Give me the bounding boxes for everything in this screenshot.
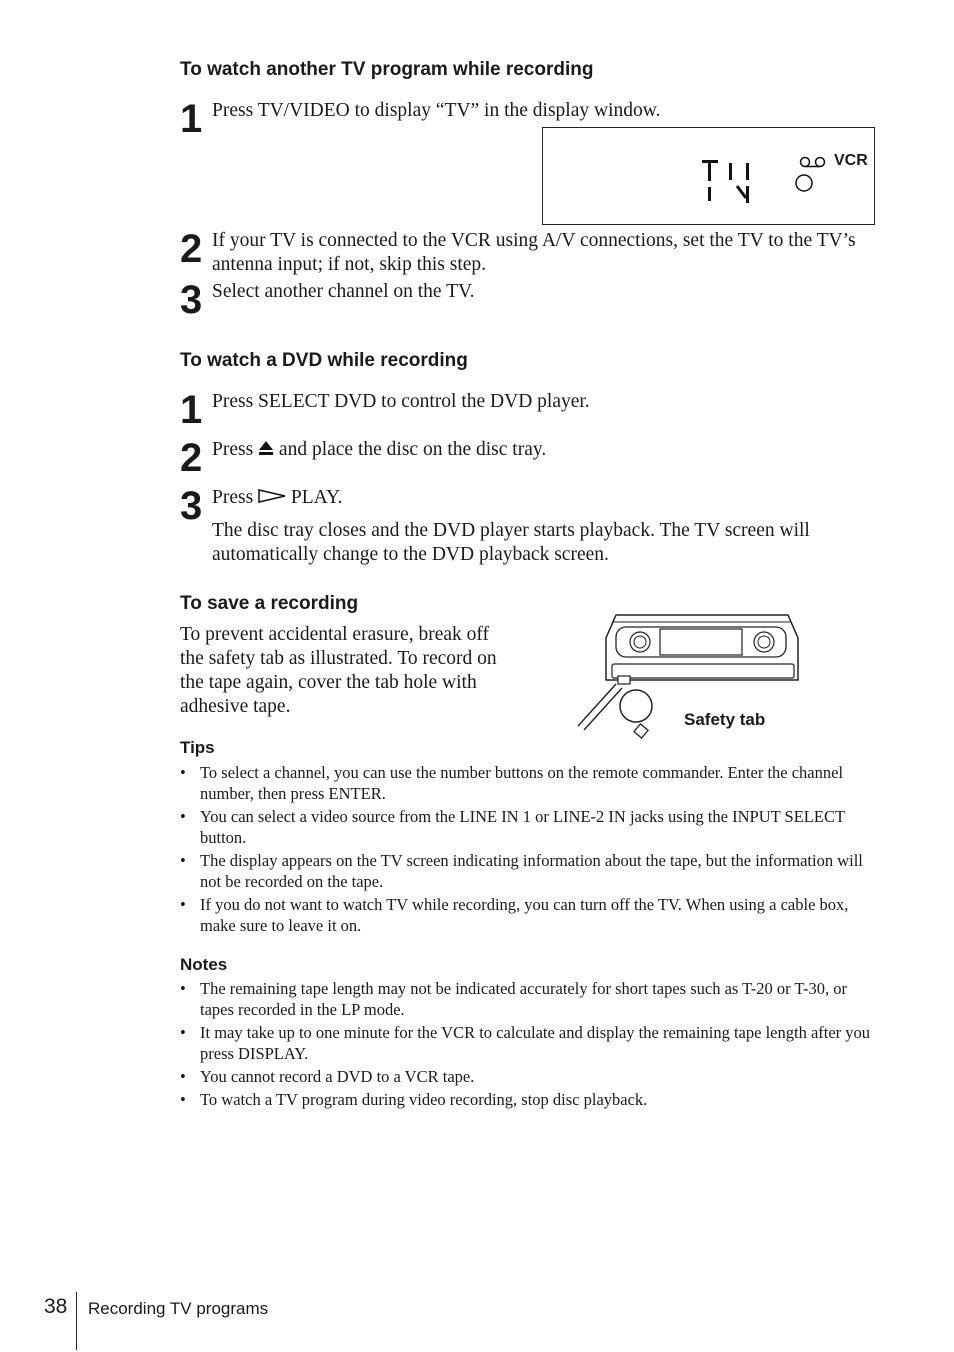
step-text-pre: Press — [212, 439, 254, 460]
step-text: Select another channel on the TV. — [212, 281, 475, 302]
eject-icon — [258, 440, 274, 456]
step-text — [212, 438, 872, 462]
notes-heading: Notes — [180, 955, 228, 974]
list-item: • To watch a TV program during video recording, stop disc playback. — [180, 1089, 875, 1110]
step-number: 3 — [180, 484, 203, 528]
step-text: Press TV/VIDEO to display “TV” in the display window. — [212, 100, 661, 121]
tips-heading: Tips — [180, 738, 215, 757]
list-item: • You can select a video source from the LINE IN 1 or LINE-2 IN jacks using the INPUT SELECT button. — [180, 806, 875, 848]
step-number: 2 — [180, 436, 203, 480]
footer-section-title: Recording TV programs — [88, 1299, 269, 1318]
page-number: 38 — [44, 1295, 68, 1318]
save-recording-text: To prevent accidental erasure, break off the safety tab as illustrated. To record on the tape again, cover the tab hole with adhesive tape. — [180, 624, 497, 717]
step-text-post: PLAY. — [290, 487, 343, 508]
list-item: • You cannot record a DVD to a VCR tape. — [180, 1066, 875, 1087]
step-text: If your TV is connected to the VCR using A/V connections, set the TV to the TV’s antenna input; if not, skip this step. — [212, 230, 856, 275]
display-segments — [543, 128, 873, 223]
safety-tab-label: Safety tab — [684, 710, 766, 729]
tips-list — [180, 762, 875, 938]
vcr-indicator: VCR — [834, 152, 868, 169]
step-number: 1 — [180, 97, 203, 141]
step-number: 3 — [180, 278, 203, 322]
section-heading-watch-tv: To watch another TV program while recording — [180, 59, 594, 80]
footer-divider — [76, 1292, 77, 1350]
list-item: • The display appears on the TV screen indicating information about the tape, but the information will not be recorded on the tape. — [180, 850, 875, 892]
list-item: • The remaining tape length may not be indicated accurately for short tapes such as T-20 or T-30, or tapes recorded in the LP mode. — [180, 978, 875, 1020]
step-note: The disc tray closes and the DVD player starts playback. The TV screen will automatically change to the DVD playback screen. — [212, 520, 810, 565]
notes-list — [180, 978, 875, 1112]
list-item: • To select a channel, you can use the number buttons on the remote commander. Enter the channel number, then press ENTER. — [180, 762, 875, 804]
step-text-pre: Press — [212, 487, 254, 508]
step-text: Press SELECT DVD to control the DVD player. — [212, 391, 590, 412]
section-heading-save-recording: To save a recording — [180, 593, 359, 614]
section-heading-watch-dvd: To watch a DVD while recording — [180, 350, 468, 371]
play-icon — [258, 488, 286, 504]
display-window — [542, 127, 875, 225]
step-number: 2 — [180, 227, 203, 271]
step-number: 1 — [180, 388, 203, 432]
list-item: • It may take up to one minute for the VCR to calculate and display the remaining tape length after you press DISPLAY. — [180, 1022, 875, 1064]
step-text — [212, 486, 872, 510]
step-text-post: and place the disc on the disc tray. — [278, 439, 547, 460]
list-item: • If you do not want to watch TV while recording, you can turn off the TV. When using a cable box, make sure to leave it on. — [180, 894, 875, 936]
